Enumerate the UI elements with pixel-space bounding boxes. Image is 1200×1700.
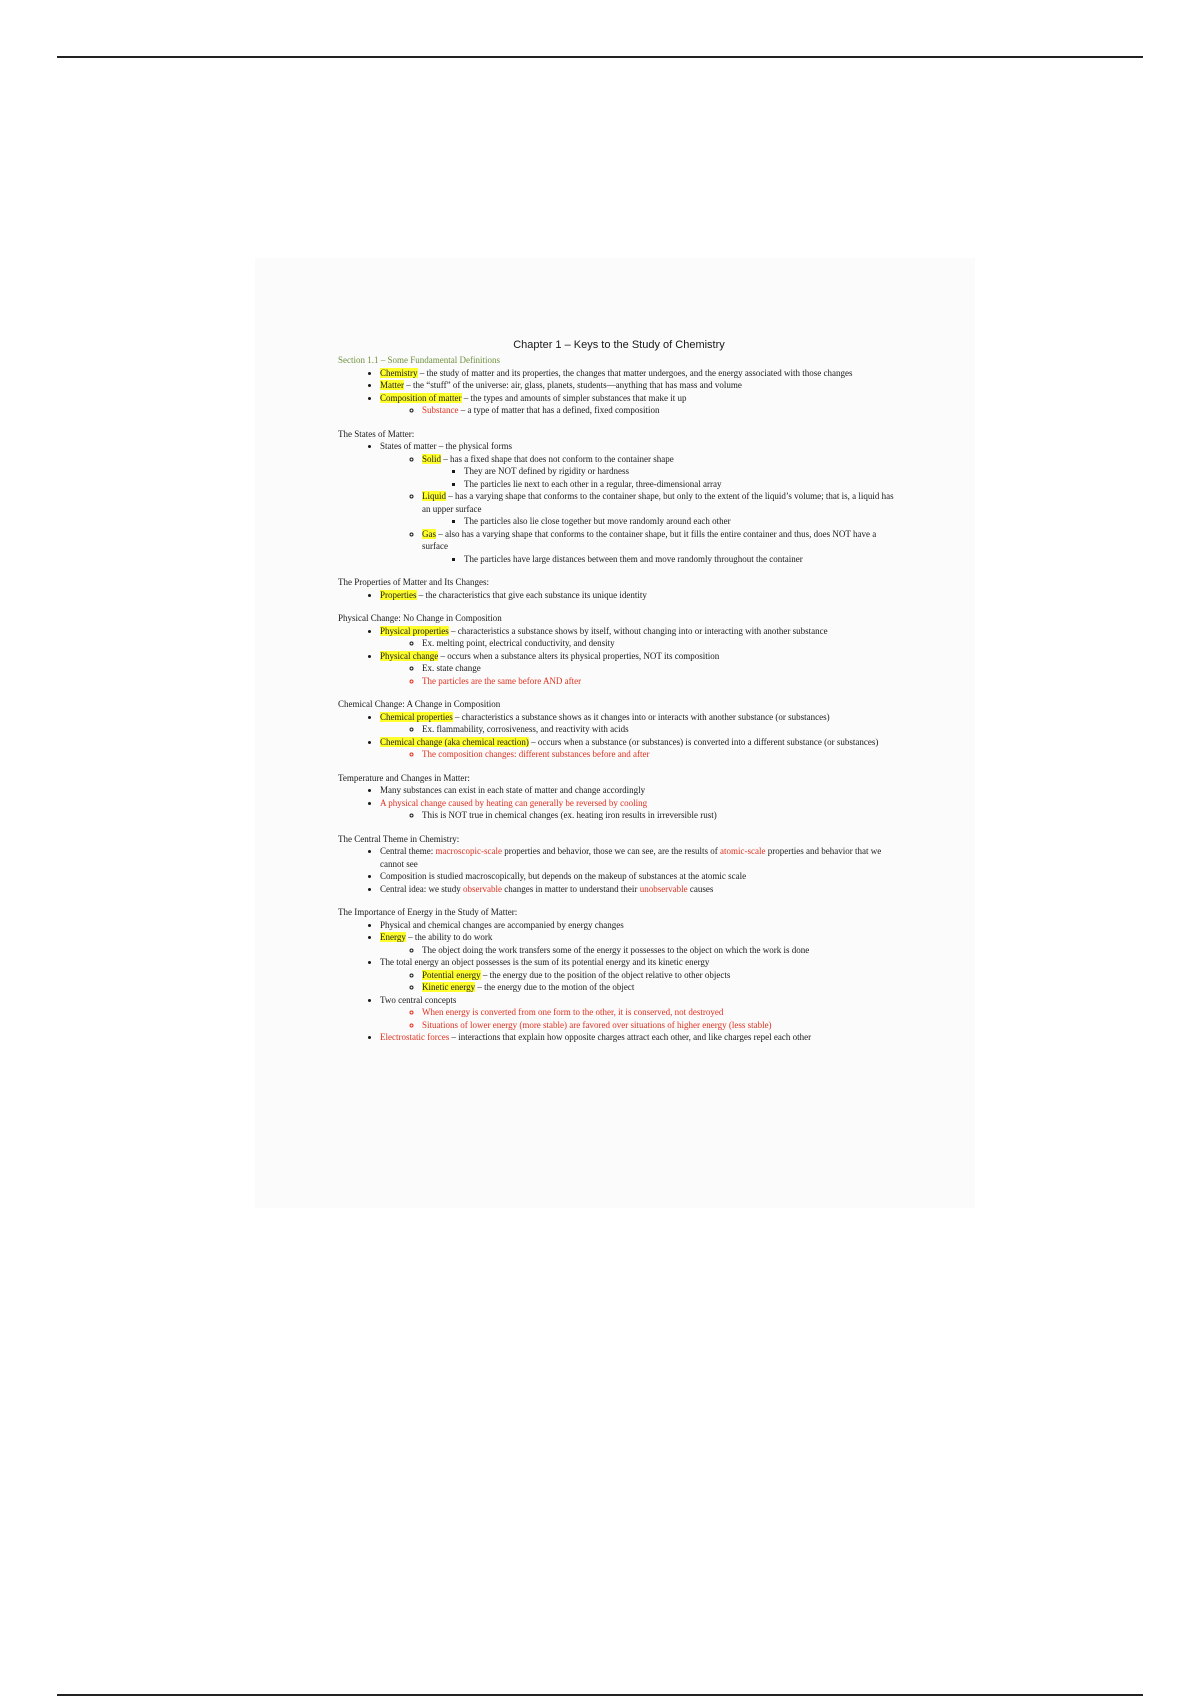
section-chemical-change [338,698,900,761]
section-fundamental-definitions [338,354,900,417]
item-text: The total energy an object possesses is the sum of its potential energy and its kinetic energy [380,957,710,967]
list-item: ▪ The particles have large distances between them and move randomly throughout the container [464,553,900,566]
list-item [380,589,900,602]
list-item [380,845,900,870]
section-heading: Temperature and Changes in Matter: [338,772,470,783]
list-item [422,981,900,994]
item-text: States of matter – the physical forms [380,441,512,451]
list-item [380,883,900,896]
list-item: ◦ Ex. melting point, electrical conductivity, and density [422,637,900,650]
list-item [380,367,900,380]
definition-text: – the characteristics that give each substance its unique identity [416,589,647,600]
item-text: Central theme: [380,846,436,856]
list-item: ▪ The particles lie next to each other in a regular, three-dimensional array [464,478,900,491]
section-heading: The Importance of Energy in the Study of Matter: [338,907,518,917]
definition-text: – has a fixed shape that does not conform to the container shape [441,453,674,464]
item-text: properties and behavior, those we can see, are the results of [501,846,721,856]
item-text: Central idea: we study [380,883,463,894]
highlighted-term: Physical properties [380,625,449,636]
list-item: ◦ The composition changes: different substances before and after [422,748,900,761]
highlighted-term: Chemistry [380,367,418,378]
definition-text: – interactions that explain how opposite charges attract each other, and like charges repel each other [449,1032,812,1042]
section-central-theme [338,833,900,896]
highlighted-term: Chemical properties [380,711,453,722]
list-item [380,392,900,417]
highlighted-term: Potential energy [422,969,481,980]
highlighted-term: Gas [422,528,436,539]
list-item [380,956,900,994]
list-item: ▪ They are NOT defined by rigidity or hardness [464,465,900,478]
section-temperature [338,772,900,822]
section-heading: The Central Theme in Chemistry: [338,833,460,844]
section-heading: Physical Change: No Change in Composition [338,613,502,623]
section-properties [338,576,900,601]
list-item [422,453,900,491]
list-item: • Physical and chemical changes are accompanied by energy changes [380,919,900,932]
red-text: observable [462,883,502,894]
list-item [422,528,900,566]
list-item [422,969,900,982]
section-heading: The States of Matter: [338,428,415,439]
definition-text: – the energy due to the position of the object relative to other objects [480,969,731,980]
definition-text: – a type of matter that has a defined, fixed composition [458,405,660,415]
section-heading: Section 1.1 – Some Fundamental Definitions [338,355,500,365]
highlighted-term: Chemical change (aka chemical reaction) [380,736,529,747]
list-item: ◦ Ex. flammability, corrosiveness, and reactivity with acids [422,723,900,736]
section-heading: Chemical Change: A Change in Composition [338,699,501,709]
definition-text: – the ability to do work [405,932,493,942]
highlighted-term: Kinetic energy [422,982,476,992]
list-item: ◦ Ex. state change [422,662,900,675]
red-text: macroscopic-scale [435,846,502,856]
list-item: ◦ This is NOT true in chemical changes (ex. heating iron results in irreversible rust) [422,809,900,822]
bottom-rule [57,1694,1143,1696]
list-item [380,650,900,688]
list-item: • Composition is studied macroscopically, but depends on the makeup of substances at the atomic scale [380,870,900,883]
definitions-list [338,367,900,417]
list-item: ◦ The particles are the same before AND after [422,675,900,688]
section-physical-change [338,612,900,687]
definition-text: – the study of matter and its properties, the changes that matter undergoes, and the energy associated with those changes [417,367,853,378]
list-item: ▪ The particles also lie close together but move randomly around each other [464,515,900,528]
definition-text: – has a varying shape that conforms to the container shape, but only to the extent of the liquid’s volume; that is, a liquid has an upper surface [422,491,894,514]
red-text: atomic-scale [720,846,766,856]
section-energy [338,906,900,1044]
list-item [380,440,900,565]
definition-text: – occurs when a substance alters its physical properties, NOT its composition [438,650,720,661]
definition-text: – characteristics a substance shows by itself, without changing into or interacting with another substance [448,625,828,636]
red-text: A physical change caused by heating can generally be reversed by cooling [380,797,648,808]
document-title: Chapter 1 – Keys to the Study of Chemistry [513,339,725,351]
highlighted-term: Properties [380,589,417,600]
section-heading: The Properties of Matter and Its Changes: [338,577,489,587]
list-item [380,797,900,822]
item-text: properties and behavior that we cannot see [380,846,882,869]
highlighted-term: Energy [380,932,406,942]
list-item [380,736,900,761]
highlighted-term: Liquid [422,491,446,501]
list-item: ◦ Situations of lower energy (more stable) are favored over situations of higher energy (less stable) [422,1019,900,1032]
item-text: causes [687,883,714,894]
red-term: Electrostatic forces [380,1032,450,1042]
top-rule [57,56,1143,58]
list-item [422,490,900,528]
definition-text: – the energy due to the motion of the object [475,982,635,992]
definition-text: – the “stuff” of the universe: air, glass, planets, students—anything that has mass and volume [404,380,742,390]
highlighted-term: Matter [380,380,404,390]
item-text: Two central concepts [380,994,457,1005]
list-item [422,404,900,417]
list-item [380,994,900,1032]
list-item [380,625,900,650]
highlighted-term: Physical change [380,650,439,661]
red-text: unobservable [639,883,688,894]
definition-text: – characteristics a substance shows as it changes into or interacts with another substance (or substances) [452,711,830,722]
definition-text: – the types and amounts of simpler substances that make it up [461,392,687,403]
list-item [380,931,900,956]
list-item: ◦ The object doing the work transfers some of the energy it possesses to the object on which the work is done [422,944,900,957]
list-item: • Many substances can exist in each state of matter and change accordingly [380,784,900,797]
item-text: changes in matter to understand their [501,883,640,894]
highlighted-term: Solid [422,453,442,464]
document-body [338,338,900,1055]
list-item: ◦ When energy is converted from one form to the other, it is conserved, not destroyed [422,1006,900,1019]
list-item [380,1031,900,1044]
list-item [380,379,900,392]
definition-text: – occurs when a substance (or substances) is converted into a different substance (or substances) [528,736,879,747]
list-item [380,711,900,736]
highlighted-term: Composition of matter [380,392,462,403]
red-term: Substance [422,405,459,415]
definition-text: – also has a varying shape that conforms to the container shape, but it fills the entire container and thus, does NOT have a surface [422,528,877,551]
section-states-of-matter [338,428,900,566]
